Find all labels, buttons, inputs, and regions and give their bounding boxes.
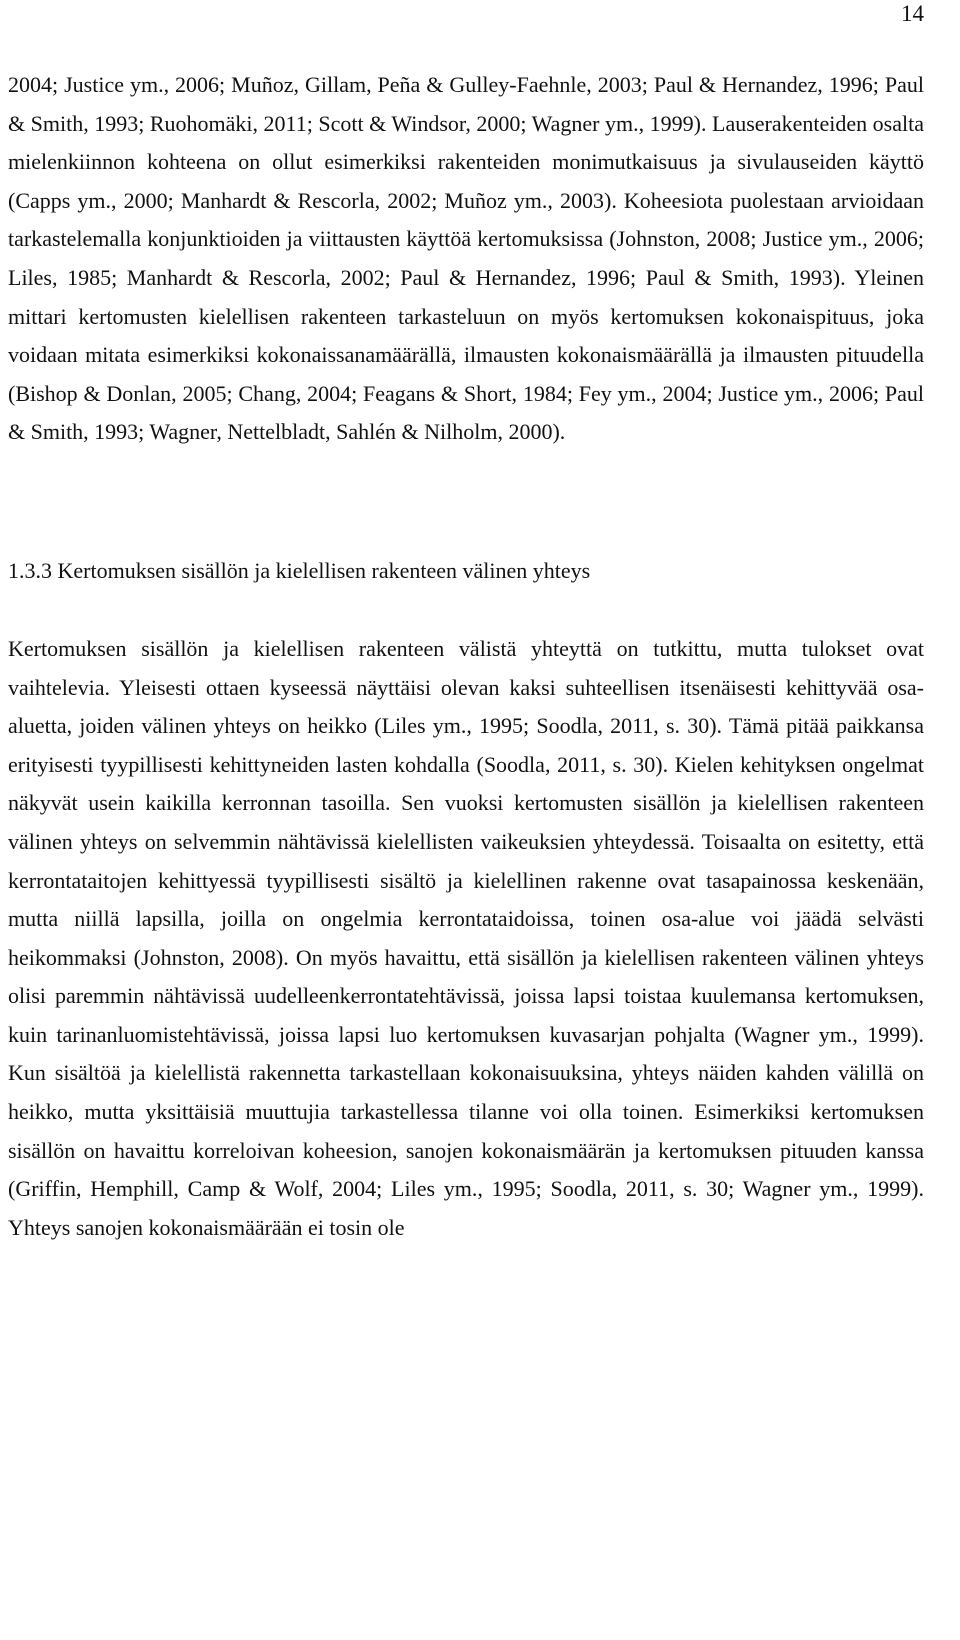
page-body xyxy=(8,0,924,1247)
body-paragraph: 2004; Justice ym., 2006; Muñoz, Gillam, Peña & Gulley-Faehnle, 2003; Paul & Hernandez, 1996; Paul & Smith, 1993; Ruohomäki, 2011; Scott & Windsor, 2000; Wagner ym., 1999). Lauserakenteiden osalta mielenkiinnon kohteena on ollut esimerkiksi rakenteiden monimutkaisuus ja sivulauseiden käyttö (Capps ym., 2000; Manhardt & Rescorla, 2002; Muñoz ym., 2003). Koheesiota puolestaan arvioidaan tarkastelemalla konjunktioiden ja viittausten käyttöä kertomuksissa (Johnston, 2008; Justice ym., 2006; Liles, 1985; Manhardt & Rescorla, 2002; Paul & Hernandez, 1996; Paul & Smith, 1993). Yleinen mittari kertomusten kielellisen rakenteen tarkasteluun on myös kertomuksen kokonaispituus, joka voidaan mitata esimerkiksi kokonaissanamäärällä, ilmausten kokonaismäärällä ja ilmausten pituudella (Bishop & Donlan, 2005; Chang, 2004; Feagans & Short, 1984; Fey ym., 2004; Justice ym., 2006; Paul & Smith, 1993; Wagner, Nettelbladt, Sahlén & Nilholm, 2000). xyxy=(8,72,924,445)
section-heading: 1.3.3 Kertomuksen sisällön ja kielellisen rakenteen välinen yhteys xyxy=(8,557,591,583)
page-number: 14 xyxy=(901,1,924,26)
body-paragraph: Kertomuksen sisällön ja kielellisen rakenteen välistä yhteyttä on tutkittu, mutta tulokset ovat vaihtelevia. Yleisesti ottaen kyseessä näyttäisi olevan kaksi suhteellisen itsenäisesti kehittyvää osa-aluetta, joiden välinen yhteys on heikko (Liles ym., 1995; Soodla, 2011, s. 30). Tämä pitää paikkansa erityisesti tyypillisesti kehittyneiden lasten kohdalla (Soodla, 2011, s. 30). Kielen kehityksen ongelmat näkyvät usein kaikilla kerronnan tasoilla. Sen vuoksi kertomusten sisällön ja kielellisen rakenteen välinen yhteys on selvemmin nähtävissä kielellisten vaikeuksien yhteydessä. Toisaalta on esitetty, että kerrontataitojen kehittyessä tyypillisesti sisältö ja kielellinen rakenne ovat tasapainossa keskenään, mutta niillä lapsilla, joilla on ongelmia kerrontataidoissa, toinen osa-alue voi jäädä selvästi heikommaksi (Johnston, 2008). On myös havaittu, että sisällön ja kielellisen rakenteen välinen yhteys olisi paremmin nähtävissä uudelleenkerrontatehtävissä, joissa lapsi toistaa kuulemansa kertomuksen, kuin tarinanluomistehtävissä, joissa lapsi luo kertomuksen kuvasarjan pohjalta (Wagner ym., 1999). Kun sisältöä ja kielellistä rakennetta tarkastellaan kokonaisuuksina, yhteys näiden kahden välillä on heikko, mutta yksittäisiä muuttujia tarkastellessa tilanne voi olla toinen. Esimerkiksi kertomuksen sisällön on havaittu korreloivan koheesion, sanojen kokonaismäärän ja kertomuksen pituuden kanssa (Griffin, Hemphill, Camp & Wolf, 2004; Liles ym., 1995; Soodla, 2011, s. 30; Wagner ym., 1999). Yhteys sanojen kokonaismäärään ei tosin ole xyxy=(8,635,924,1240)
